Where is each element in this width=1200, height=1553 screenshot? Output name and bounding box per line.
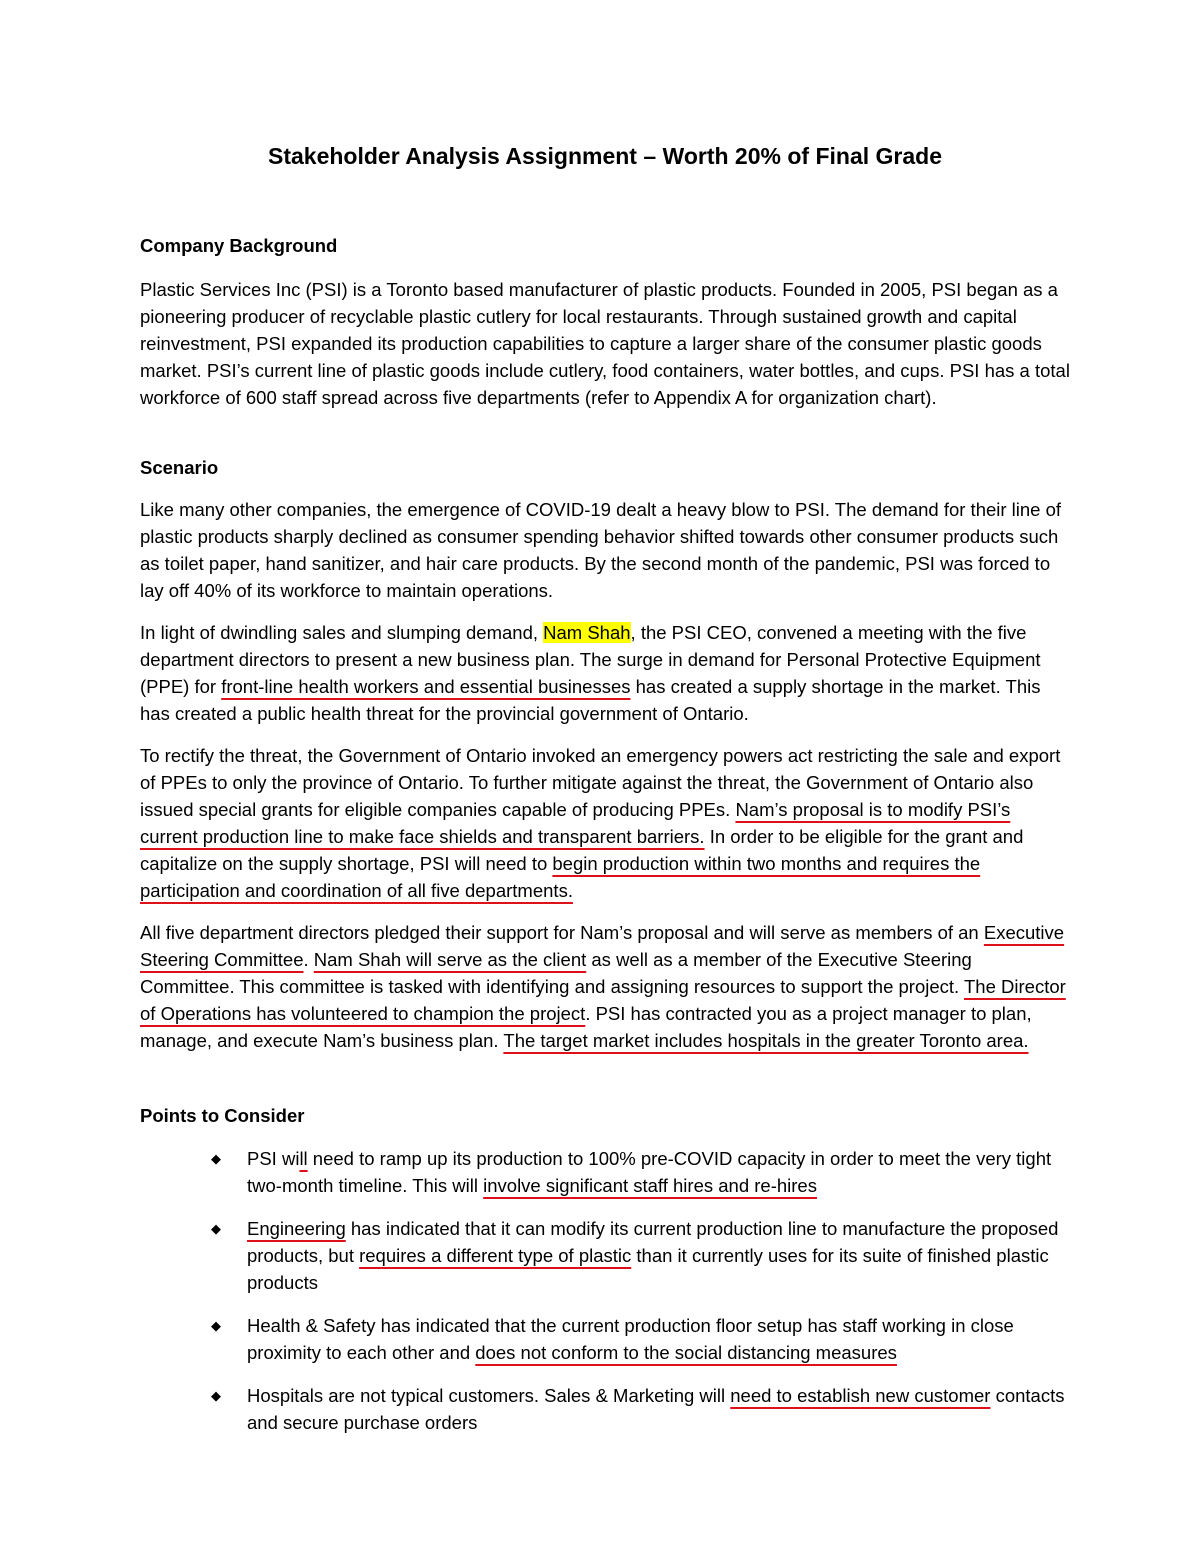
underlined-text: involve significant staff hires and re-hires	[483, 1175, 817, 1196]
diamond-bullet-icon: ◆	[211, 1318, 221, 1333]
diamond-bullet-icon: ◆	[211, 1221, 221, 1236]
list-item	[140, 1145, 1070, 1199]
underlined-text: begin production within two months and requires the participation and coordination of all five departments.	[140, 853, 981, 901]
company-background-section	[140, 232, 1070, 411]
list-item	[140, 1215, 1070, 1296]
diamond-bullet-icon: ◆	[211, 1388, 221, 1403]
scenario-paragraph-2	[140, 619, 1070, 727]
text-run: PSI wi	[247, 1148, 300, 1169]
points-section	[140, 1102, 1070, 1452]
underlined-text: Executive Steering Committee	[140, 922, 1065, 970]
list-item	[140, 1312, 1070, 1366]
underlined-text: The target market includes hospitals in the greater Toronto area.	[503, 1030, 1029, 1051]
underlined-text: need to establish new customer	[730, 1385, 991, 1406]
text-run: Health & Safety has indicated that the current production floor setup has staff working in close proximity to each other and	[247, 1315, 1014, 1363]
underlined-text: Nam Shah will serve as the client	[313, 949, 587, 970]
text-run: To rectify the threat, the Government of Ontario invoked an emergency powers act restricting the sale and export of PPEs to only the province of Ontario. To further mitigate against the threat, the Government of Ontario also issued special grants for eligible companies capable of producing PPEs.	[140, 745, 1061, 820]
text-run: In light of dwindling sales and slumping demand,	[140, 622, 544, 643]
points-list	[140, 1145, 1070, 1436]
scenario-paragraph-4	[140, 919, 1070, 1054]
text-run: than it currently uses for its suite of finished plastic products	[247, 1245, 1049, 1293]
scenario-section	[140, 454, 1070, 1054]
points-heading: Points to Consider	[140, 1105, 305, 1126]
text-run: Hospitals are not typical customers. Sales & Marketing will	[247, 1385, 731, 1406]
text-run: All five department directors pledged their support for Nam’s proposal and will serve as members of an	[140, 922, 984, 943]
scenario-heading: Scenario	[140, 457, 219, 478]
text-run: . PSI has contracted you as a project manager to plan, manage, and execute Nam’s business plan.	[140, 1003, 1032, 1051]
text-run: .	[303, 949, 314, 970]
underlined-text: The Director of Operations has volunteered to champion the project	[140, 976, 1066, 1024]
text-run: has indicated that it can modify its current production line to manufacture the proposed products, but	[247, 1218, 1059, 1266]
text-run: , the PSI CEO, convened a meeting with the five department directors to present a new business plan. The surge in demand for Personal Protective Equipment (PPE) for	[140, 622, 1041, 697]
list-item	[140, 1382, 1070, 1436]
scenario-paragraph-3	[140, 742, 1070, 904]
underlined-text: Nam’s proposal is to modify PSI’s current production line to make face shields and transparent barriers.	[140, 799, 1011, 847]
underlined-text: ll	[299, 1148, 308, 1169]
document-title: Stakeholder Analysis Assignment – Worth 20% of Final Grade	[268, 143, 942, 169]
company-background-text: Plastic Services Inc (PSI) is a Toronto based manufacturer of plastic products. Founded in 2005, PSI began as a pioneering producer of recyclable plastic cutlery for local restaurants. Through sustained growth and capital reinvestment, PSI expanded its production capabilities to capture a larger share of the consumer plastic goods market. PSI’s current line of plastic goods include cutlery, food containers, water bottles, and cups. PSI has a total workforce of 600 staff spread across five departments (refer to Appendix A for organization chart).	[140, 279, 1070, 408]
underlined-text: front-line health workers and essential businesses	[221, 676, 631, 697]
text-run: has created a supply shortage in the market. This has created a public health threat for the provincial government of Ontario.	[140, 676, 1041, 724]
scenario-paragraph-1: Like many other companies, the emergence of COVID-19 dealt a heavy blow to PSI. The demand for their line of plastic products sharply declined as consumer spending behavior shifted towards other consumer products such as toilet paper, hand sanitizer, and hair care products. By the second month of the pandemic, PSI was forced to lay off 40% of its workforce to maintain operations.	[140, 499, 1062, 601]
text-run: In order to be eligible for the grant and capitalize on the supply shortage, PSI will need to	[140, 826, 1024, 874]
text-run: contacts and secure purchase orders	[247, 1385, 1065, 1433]
underlined-text: Engineering	[247, 1218, 346, 1239]
company-background-heading: Company Background	[140, 235, 338, 256]
text-run: as well as a member of the Executive Steering Committee. This committee is tasked with identifying and assigning resources to support the project.	[140, 949, 972, 997]
underlined-text: requires a different type of plastic	[359, 1245, 632, 1266]
diamond-bullet-icon: ◆	[211, 1151, 221, 1166]
text-run: need to ramp up its production to 100% pre-COVID capacity in order to meet the very tight two-month timeline. This will	[247, 1148, 1052, 1196]
underlined-text: does not conform to the social distancing measures	[475, 1342, 897, 1363]
highlighted-name: Nam Shah	[543, 622, 631, 643]
